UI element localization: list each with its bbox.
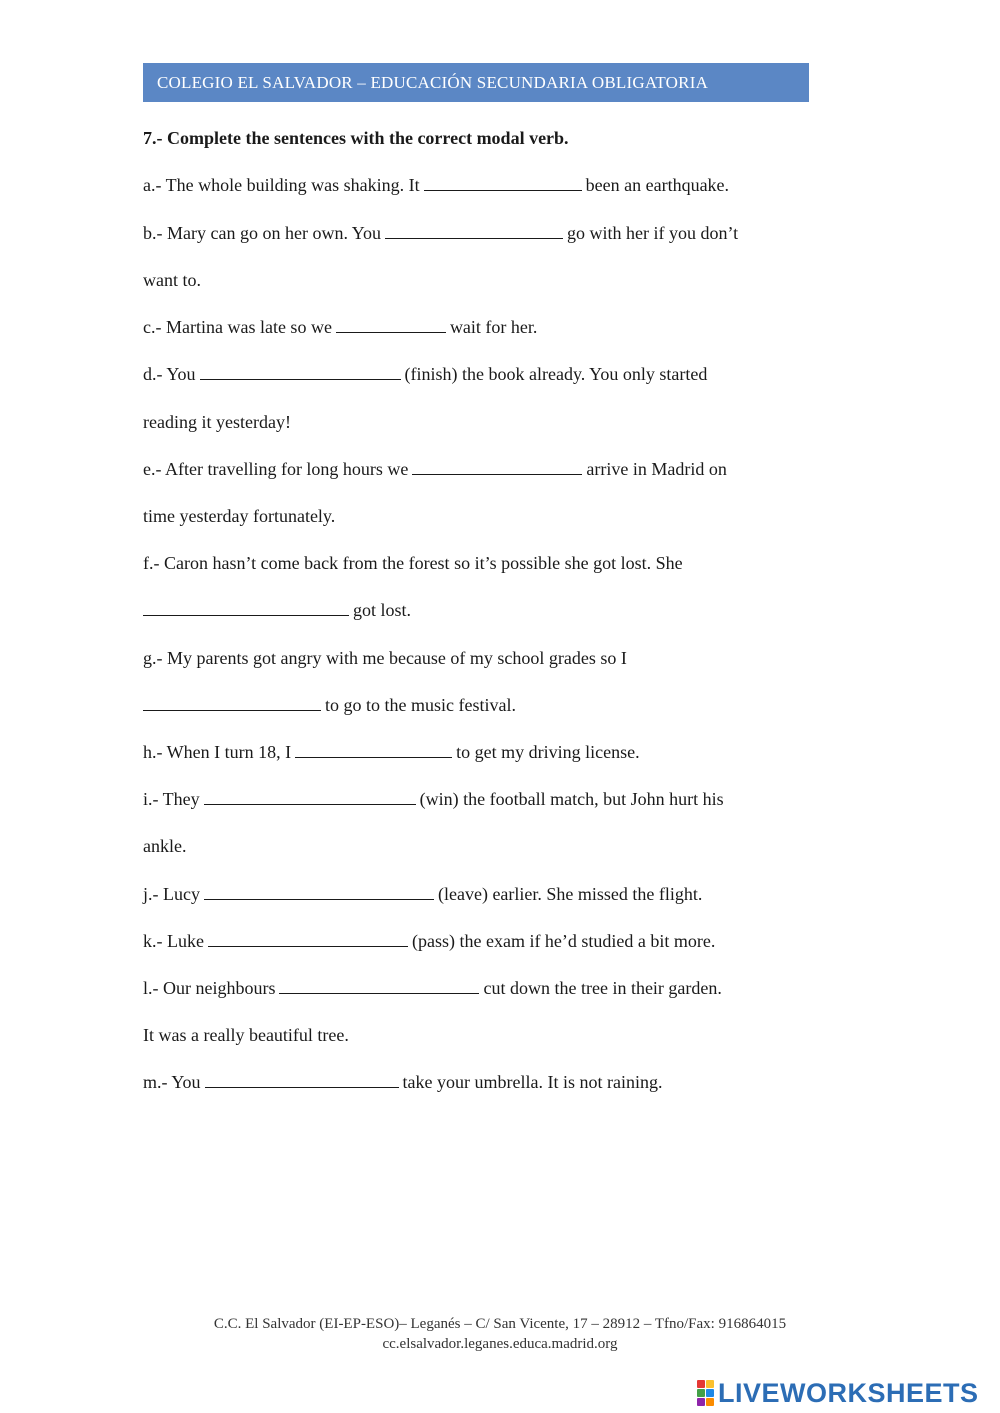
sentence-a-after: been an earthquake.: [585, 175, 730, 195]
sentence-g-after: to go to the music festival.: [325, 695, 516, 715]
answer-blank-f[interactable]: [143, 601, 349, 616]
sentence-b-before: b.- Mary can go on her own. You: [143, 223, 381, 243]
sentence-m-before: m.- You: [143, 1072, 201, 1092]
sentence-l-continued: It was a really beautiful tree.: [143, 1025, 349, 1045]
sentence-a-before: a.- The whole building was shaking. It: [143, 175, 420, 195]
answer-blank-a[interactable]: [424, 176, 582, 191]
sentence-k-before: k.- Luke: [143, 931, 204, 951]
sentence-i-continued: ankle.: [143, 836, 187, 856]
sentence-j-before: j.- Lucy: [143, 884, 200, 904]
sentence-i-after: (win) the football match, but John hurt his: [419, 789, 724, 809]
sentence-l: [143, 978, 722, 999]
answer-blank-m[interactable]: [205, 1073, 399, 1088]
sentence-m-after: take your umbrella. It is not raining.: [402, 1072, 663, 1092]
sentence-j: [143, 884, 702, 905]
sentence-a: [143, 175, 729, 196]
sentence-k: [143, 931, 715, 952]
sentence-h-after: to get my driving license.: [456, 742, 640, 762]
answer-blank-e[interactable]: [412, 460, 582, 475]
school-header-title: COLEGIO EL SALVADOR – EDUCACIÓN SECUNDARIA OBLIGATORIA: [157, 73, 709, 92]
sentence-j-after: (leave) earlier. She missed the flight.: [437, 884, 703, 904]
answer-blank-i[interactable]: [204, 790, 416, 805]
footer-website: cc.elsalvador.leganes.educa.madrid.org: [382, 1336, 618, 1352]
answer-blank-j[interactable]: [204, 885, 434, 900]
exercise-title: 7.- Complete the sentences with the correct modal verb.: [143, 128, 569, 148]
sentence-c-after: wait for her.: [449, 317, 538, 337]
sentence-d-after: (finish) the book already. You only started: [404, 364, 708, 384]
sentence-f-continued: [143, 600, 411, 621]
answer-blank-h[interactable]: [295, 743, 452, 758]
sentence-b-continued: want to.: [143, 270, 201, 290]
answer-blank-l[interactable]: [279, 979, 479, 994]
answer-blank-d[interactable]: [200, 365, 401, 380]
liveworksheets-logo: [697, 1378, 979, 1408]
sentence-m: [143, 1072, 662, 1093]
liveworksheets-logo-text: LIVEWORKSHEETS: [718, 1377, 979, 1408]
answer-blank-k[interactable]: [208, 932, 408, 947]
sentence-l-before: l.- Our neighbours: [143, 978, 276, 998]
sentence-d: [143, 364, 707, 385]
sentence-f-after: got lost.: [353, 600, 412, 620]
sentence-b-after: go with her if you don’t: [566, 223, 739, 243]
sentence-f: f.- Caron hasn’t come back from the forest so it’s possible she got lost. She: [143, 553, 683, 573]
sentence-i: [143, 789, 724, 810]
sentence-c-before: c.- Martina was late so we: [143, 317, 332, 337]
sentence-e-after: arrive in Madrid on: [586, 459, 727, 479]
sentence-g: g.- My parents got angry with me because of my school grades so I: [143, 648, 627, 668]
sentence-h: [143, 742, 640, 763]
answer-blank-c[interactable]: [336, 318, 446, 333]
sentence-g-continued: [143, 695, 516, 716]
liveworksheets-logo-icon: [697, 1380, 714, 1406]
sentence-d-before: d.- You: [143, 364, 196, 384]
sentence-e-continued: time yesterday fortunately.: [143, 506, 336, 526]
footer-address: C.C. El Salvador (EI-EP-ESO)– Leganés – C/ San Vicente, 17 – 28912 – Tfno/Fax: 916864015: [213, 1316, 787, 1332]
sentence-e-before: e.- After travelling for long hours we: [143, 459, 409, 479]
sentence-h-before: h.- When I turn 18, I: [143, 742, 292, 762]
answer-blank-g[interactable]: [143, 696, 321, 711]
sentence-c: [143, 317, 537, 338]
sentence-b: [143, 223, 738, 244]
sentence-e: [143, 459, 727, 480]
sentence-d-continued: reading it yesterday!: [143, 412, 291, 432]
sentence-i-before: i.- They: [143, 789, 200, 809]
answer-blank-b[interactable]: [385, 224, 563, 239]
sentence-k-after: (pass) the exam if he’d studied a bit more.: [411, 931, 716, 951]
sentence-l-after: cut down the tree in their garden.: [483, 978, 722, 998]
school-header-band: [143, 63, 809, 102]
